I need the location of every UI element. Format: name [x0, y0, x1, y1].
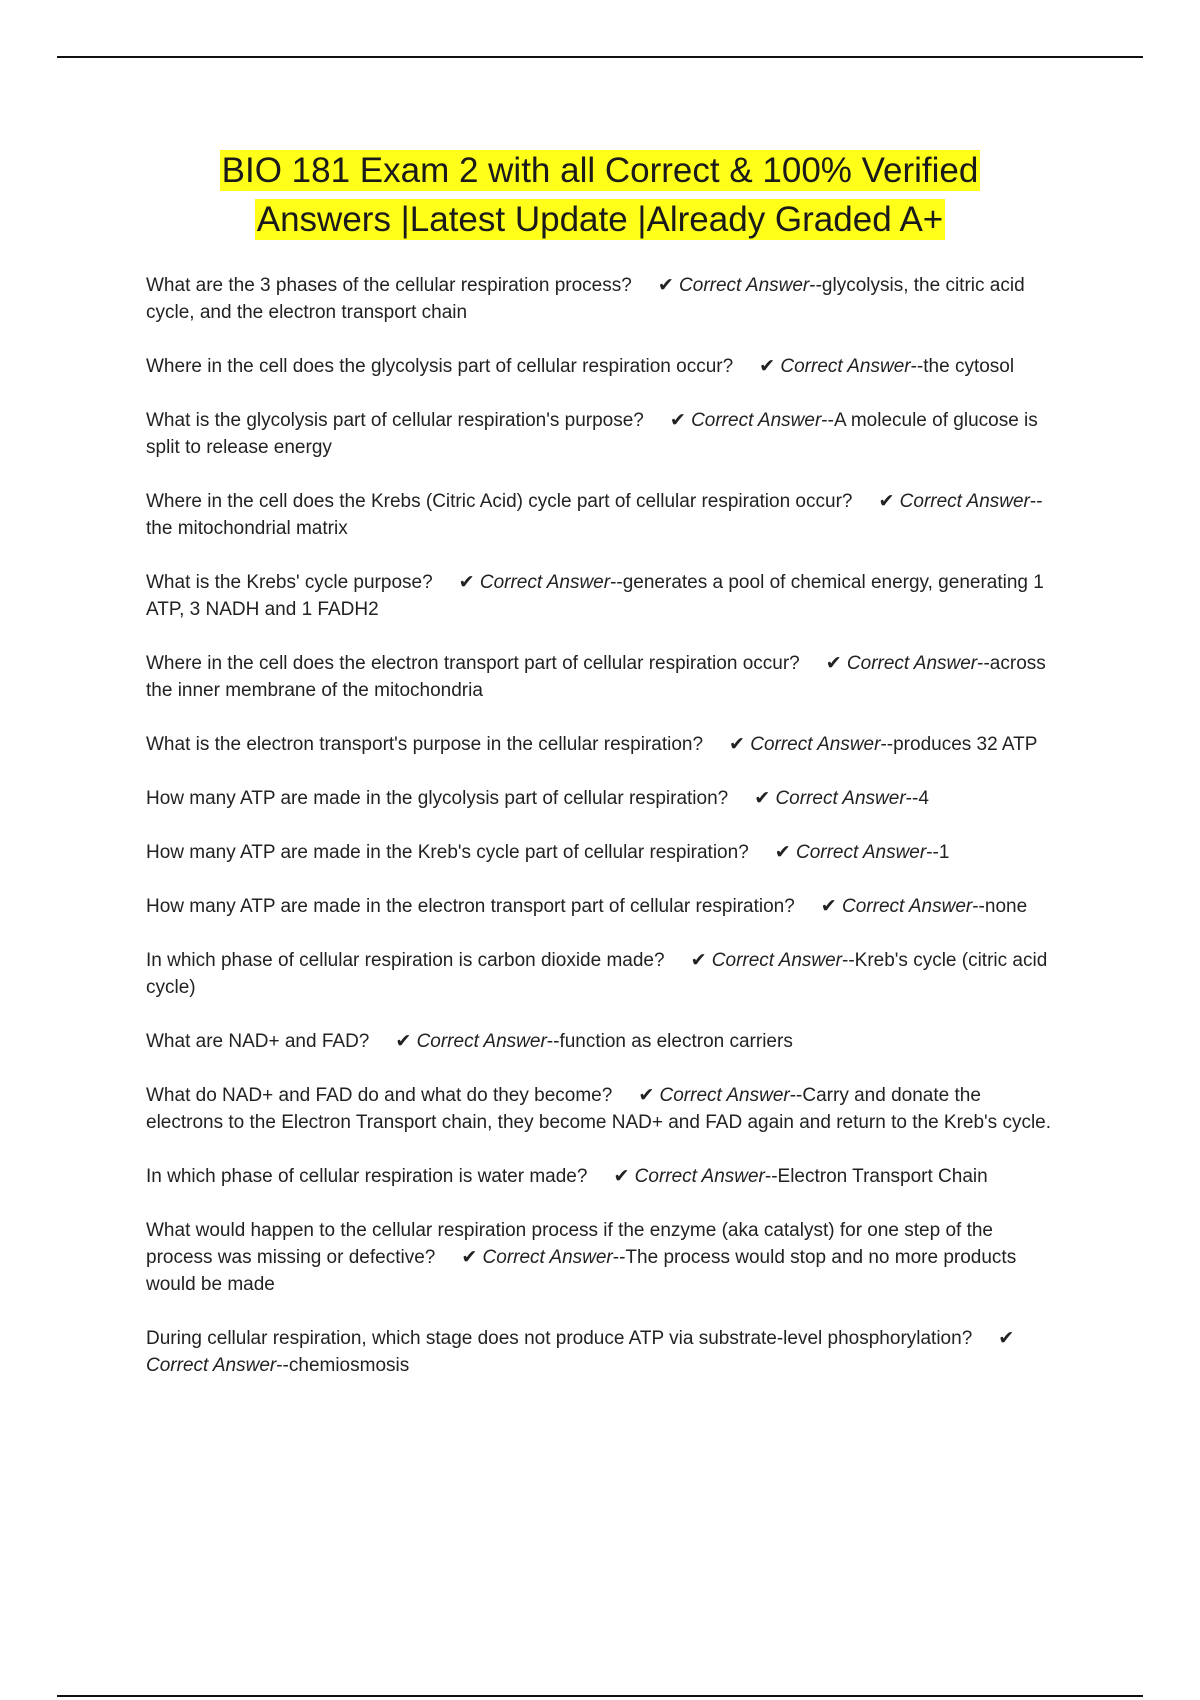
qa-item: [146, 569, 1056, 623]
answer-separator: --: [764, 1166, 778, 1187]
qa-item: [146, 785, 1056, 812]
answer-label: Correct Answer: [795, 842, 927, 863]
qa-item: [146, 839, 1056, 866]
qa-item: [146, 731, 1056, 758]
answer-separator: --: [972, 896, 985, 917]
answer-label: Correct Answer: [482, 1247, 613, 1268]
qa-item: [146, 1028, 1056, 1055]
answer-separator: --: [809, 275, 822, 296]
answer-text: function as electron carriers: [559, 1031, 793, 1052]
qa-item: [146, 893, 1056, 920]
answer-label: Correct Answer: [842, 896, 973, 917]
answer-separator: --: [546, 1031, 560, 1052]
answer-text: none: [984, 896, 1028, 917]
question-text: What do NAD+ and FAD do and what do they become?: [146, 1085, 613, 1106]
checkmark-icon: ✔: [774, 842, 791, 863]
qa-item: [146, 407, 1056, 461]
answer-text: across the inner membrane of the mitochondria: [146, 653, 1046, 701]
answer-separator: --: [842, 950, 855, 971]
answer-text: the cytosol: [923, 356, 1015, 377]
answer-text: Kreb's cycle (citric acid cycle): [146, 950, 1048, 998]
question-text: During cellular respiration, which stage does not produce ATP via substrate-level phosphorylation?: [146, 1328, 973, 1349]
answer-label: Correct Answer: [775, 788, 906, 809]
question-text: How many ATP are made in the electron transport part of cellular respiration?: [146, 896, 795, 917]
answer-label: Correct Answer: [750, 734, 881, 755]
checkmark-icon: ✔: [613, 1166, 630, 1187]
question-text: How many ATP are made in the glycolysis part of cellular respiration?: [146, 788, 729, 809]
answer-separator: --: [905, 788, 919, 809]
answer-label: Correct Answer: [659, 1085, 790, 1106]
answer-text: A molecule of glucose is split to release energy: [146, 410, 1038, 458]
answer-separator: --: [789, 1085, 803, 1106]
question-text: Where in the cell does the glycolysis part of cellular respiration occur?: [146, 356, 734, 377]
answer-separator: --: [276, 1355, 289, 1376]
page-title: [0, 146, 1200, 244]
question-text: What are the 3 phases of the cellular respiration process?: [146, 275, 632, 296]
answer-text: produces 32 ATP: [893, 734, 1038, 755]
question-text: What is the Krebs' cycle purpose?: [146, 572, 433, 593]
answer-label: Correct Answer: [899, 491, 1030, 512]
title-line-1: BIO 181 Exam 2 with all Correct & 100% Verified: [221, 151, 979, 190]
answer-label: Correct Answer: [711, 950, 842, 971]
qa-item: [146, 1082, 1056, 1136]
question-text: How many ATP are made in the Kreb's cycle part of cellular respiration?: [146, 842, 749, 863]
answer-text: Electron Transport Chain: [777, 1166, 988, 1187]
qa-item: [146, 1163, 1056, 1190]
answer-text: The process would stop and no more products would be made: [146, 1247, 1017, 1295]
checkmark-icon: ✔: [754, 788, 771, 809]
question-text: What is the electron transport's purpose in the cellular respiration?: [146, 734, 704, 755]
question-text: What are NAD+ and FAD?: [146, 1031, 370, 1052]
answer-separator: --: [1029, 491, 1043, 512]
answer-text: chemiosmosis: [288, 1355, 410, 1376]
qa-item: [146, 272, 1056, 326]
checkmark-icon: ✔: [638, 1085, 655, 1106]
answer-label: Correct Answer: [416, 1031, 547, 1052]
question-text: What would happen to the cellular respiration process if the enzyme (aka catalyst) for one step of the process was missing or defective?: [146, 1220, 994, 1268]
answer-text: Carry and donate the electrons to the Electron Transport chain, they become NAD+ and FAD again and return to the Kreb's cycle.: [146, 1085, 1052, 1133]
answer-separator: --: [610, 572, 623, 593]
answer-label: Correct Answer: [679, 275, 810, 296]
checkmark-icon: ✔: [878, 491, 895, 512]
answer-text: glycolysis, the citric acid cycle, and the electron transport chain: [146, 275, 1025, 323]
checkmark-icon: ✔: [395, 1031, 412, 1052]
checkmark-icon: ✔: [820, 896, 837, 917]
title-line-2: Answers |Latest Update |Already Graded A+: [256, 200, 944, 239]
question-text: Where in the cell does the Krebs (Citric Acid) cycle part of cellular respiration occur?: [146, 491, 853, 512]
qa-item: [146, 1217, 1056, 1298]
footer-rule: [57, 1695, 1143, 1697]
answer-text: 4: [918, 788, 929, 809]
answer-label: Correct Answer: [846, 653, 978, 674]
answer-text: 1: [938, 842, 950, 863]
header-rule: [57, 56, 1143, 58]
checkmark-icon: ✔: [998, 1328, 1015, 1349]
answer-separator: --: [821, 410, 834, 431]
answer-text: generates a pool of chemical energy, generating 1 ATP, 3 NADH and 1 FADH2: [146, 572, 1044, 620]
answer-label: Correct Answer: [479, 572, 611, 593]
answer-separator: --: [880, 734, 894, 755]
question-text: What is the glycolysis part of cellular respiration's purpose?: [146, 410, 644, 431]
qa-list: [146, 272, 1056, 1406]
qa-item: [146, 1325, 1056, 1379]
qa-item: [146, 488, 1056, 542]
checkmark-icon: ✔: [461, 1247, 478, 1268]
checkmark-icon: ✔: [729, 734, 745, 755]
answer-label: Correct Answer: [780, 356, 911, 377]
question-text: In which phase of cellular respiration is carbon dioxide made?: [146, 950, 665, 971]
qa-item: [146, 353, 1056, 380]
answer-label: Correct Answer: [634, 1166, 765, 1187]
answer-separator: --: [910, 356, 924, 377]
checkmark-icon: ✔: [825, 653, 842, 674]
checkmark-icon: ✔: [458, 572, 475, 593]
qa-item: [146, 650, 1056, 704]
question-text: Where in the cell does the electron transport part of cellular respiration occur?: [146, 653, 800, 674]
answer-label: Correct Answer: [691, 410, 822, 431]
answer-label: Correct Answer: [146, 1355, 277, 1376]
answer-separator: --: [977, 653, 990, 674]
checkmark-icon: ✔: [690, 950, 707, 971]
checkmark-icon: ✔: [669, 410, 686, 431]
answer-text: the mitochondrial matrix: [146, 518, 348, 539]
question-text: In which phase of cellular respiration is water made?: [146, 1166, 588, 1187]
answer-separator: --: [926, 842, 939, 863]
checkmark-icon: ✔: [657, 275, 674, 296]
answer-separator: --: [612, 1247, 626, 1268]
checkmark-icon: ✔: [759, 356, 776, 377]
qa-item: [146, 947, 1056, 1001]
